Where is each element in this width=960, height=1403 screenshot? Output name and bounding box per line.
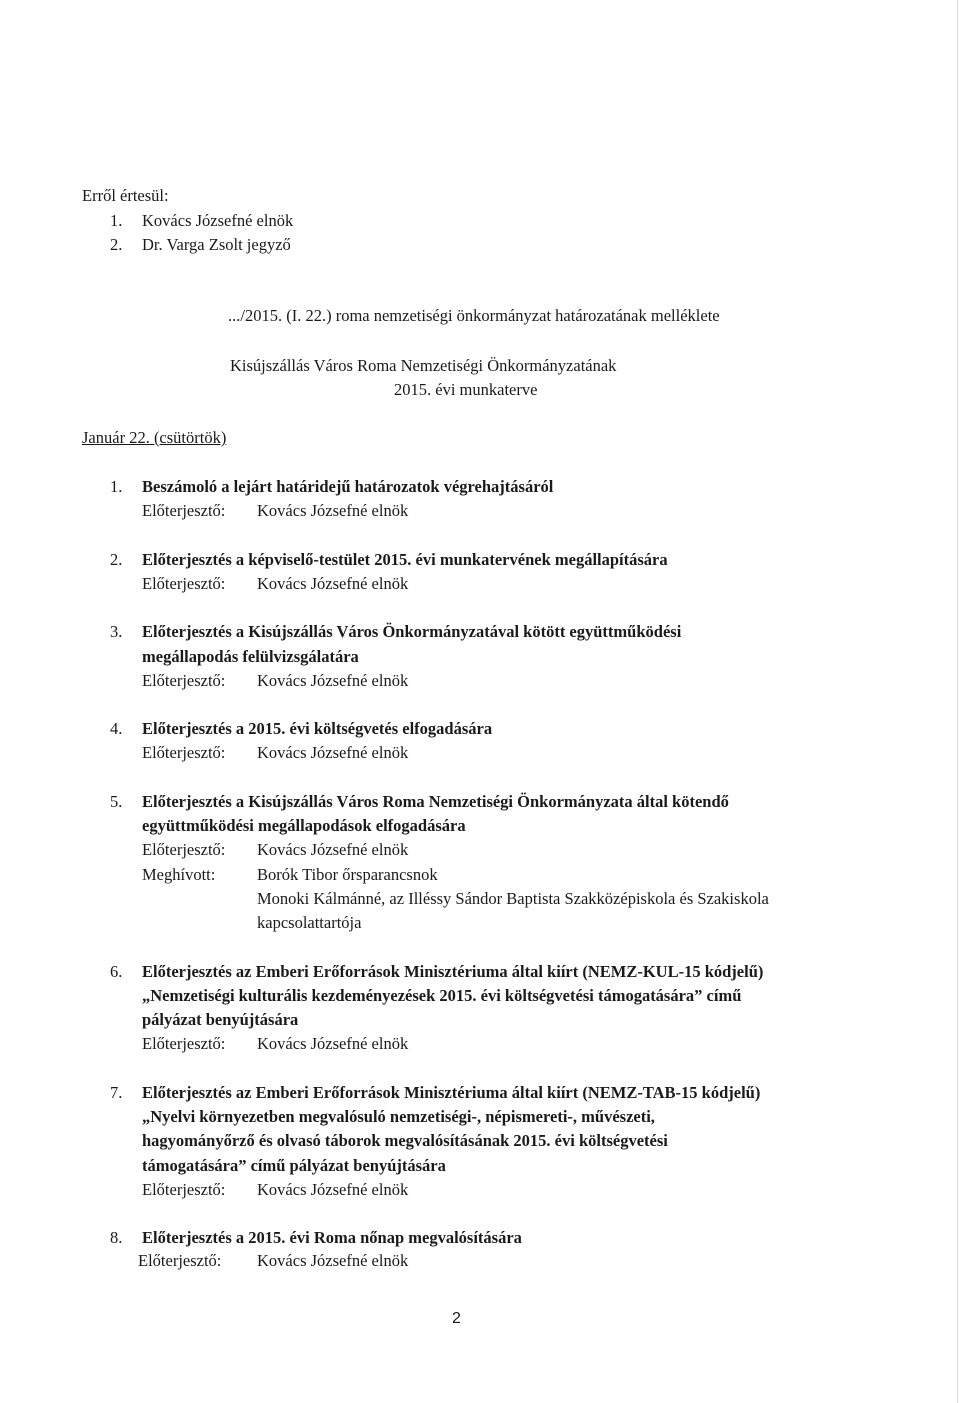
agenda-item-1-presenter-label: Előterjesztő: <box>142 501 226 520</box>
agenda-item-5-presenter-label: Előterjesztő: <box>142 840 226 859</box>
agenda-item-4-title: Előterjesztés a 2015. évi költségvetés elfogadására <box>142 719 493 738</box>
agenda-item-5-presenter: Kovács Józsefné elnök <box>257 840 409 859</box>
agenda-item-8-presenter: Kovács Józsefné elnök <box>257 1251 409 1270</box>
agenda-item-1-number: 1. <box>110 477 123 496</box>
agenda-item-7-number: 7. <box>110 1083 123 1102</box>
agenda-item-4-number: 4. <box>110 719 123 738</box>
agenda-item-8-presenter-label: Előterjesztő: <box>138 1251 222 1270</box>
agenda-item-6-title-line-1: Előterjesztés az Emberi Erőforrások Minisztériuma által kiírt (NEMZ-KUL-15 kódjelű) <box>142 962 764 981</box>
agenda-item-2-presenter: Kovács Józsefné elnök <box>257 574 409 593</box>
agenda-item-5-invited-2-line-1: Monoki Kálmánné, az Illéssy Sándor Baptista Szakközépiskola és Szakiskola <box>257 889 769 908</box>
agenda-item-3-title-line-1: Előterjesztés a Kisújszállás Város Önkormányzatával kötött együttműködési <box>142 622 682 641</box>
agenda-item-8-title: Előterjesztés a 2015. évi Roma nőnap megvalósítására <box>142 1228 522 1247</box>
agenda-item-1-presenter: Kovács Józsefné elnök <box>257 501 409 520</box>
annex-line: .../2015. (I. 22.) roma nemzetiségi önkormányzat határozatának melléklete <box>228 306 720 325</box>
agenda-item-6-presenter-label: Előterjesztő: <box>142 1034 226 1053</box>
agenda-item-5-invited-2-line-2: kapcsolattartója <box>257 913 362 932</box>
agenda-item-5-invited-1: Borók Tibor őrsparancsnok <box>257 865 438 884</box>
agenda-item-6-title-line-2: „Nemzetiségi kulturális kezdeményezések 2015. évi költségvetési támogatására” című <box>142 986 742 1005</box>
agenda-item-3-presenter: Kovács Józsefné elnök <box>257 671 409 690</box>
agenda-item-7-title-line-2: „Nyelvi környezetben megvalósuló nemzetiségi-, népismereti-, művészeti, <box>142 1107 655 1126</box>
agenda-item-7-title-line-4: támogatására” című pályázat benyújtására <box>142 1156 446 1175</box>
notify-item-2-text: Dr. Varga Zsolt jegyző <box>142 235 291 254</box>
agenda-item-7-title-line-3: hagyományőrző és olvasó táborok megvalósításának 2015. évi költségvetési <box>142 1131 668 1150</box>
agenda-item-2-number: 2. <box>110 550 123 569</box>
agenda-item-4-presenter-label: Előterjesztő: <box>142 743 226 762</box>
agenda-item-2-title: Előterjesztés a képviselő-testület 2015. évi munkatervének megállapítására <box>142 550 668 569</box>
notify-item-1-text: Kovács Józsefné elnök <box>142 211 294 230</box>
agenda-item-1-title: Beszámoló a lejárt határidejű határozatok végrehajtásáról <box>142 477 554 496</box>
scan-edge-line <box>957 0 958 1403</box>
agenda-item-5-number: 5. <box>110 792 123 811</box>
agenda-item-7-title-line-1: Előterjesztés az Emberi Erőforrások Minisztériuma által kiírt (NEMZ-TAB-15 kódjelű) <box>142 1083 761 1102</box>
agenda-item-4-presenter: Kovács Józsefné elnök <box>257 743 409 762</box>
agenda-item-2-presenter-label: Előterjesztő: <box>142 574 226 593</box>
agenda-item-5-title-line-2: együttműködési megállapodások elfogadására <box>142 816 466 835</box>
agenda-item-5-title-line-1: Előterjesztés a Kisújszállás Város Roma Nemzetiségi Önkormányzata által kötendő <box>142 792 729 811</box>
agenda-item-6-number: 6. <box>110 962 123 981</box>
document-subtitle: 2015. évi munkaterve <box>394 380 538 399</box>
page-number: 2 <box>452 1310 461 1327</box>
agenda-item-3-title-line-2: megállapodás felülvizsgálatára <box>142 647 359 666</box>
document-title: Kisújszállás Város Roma Nemzetiségi Önkormányzatának <box>230 356 617 375</box>
date-heading: Január 22. (csütörtök) <box>82 428 227 447</box>
notify-item-2-number: 2. <box>110 235 123 254</box>
notify-item-1-number: 1. <box>110 211 123 230</box>
agenda-item-7-presenter-label: Előterjesztő: <box>142 1180 226 1199</box>
agenda-item-8-number: 8. <box>110 1228 123 1247</box>
agenda-item-6-presenter: Kovács Józsefné elnök <box>257 1034 409 1053</box>
agenda-item-3-presenter-label: Előterjesztő: <box>142 671 226 690</box>
notify-heading: Erről értesül: <box>82 186 169 205</box>
agenda-item-5-invited-label: Meghívott: <box>142 865 216 884</box>
agenda-item-3-number: 3. <box>110 622 123 641</box>
agenda-item-7-presenter: Kovács Józsefné elnök <box>257 1180 409 1199</box>
agenda-item-6-title-line-3: pályázat benyújtására <box>142 1010 299 1029</box>
